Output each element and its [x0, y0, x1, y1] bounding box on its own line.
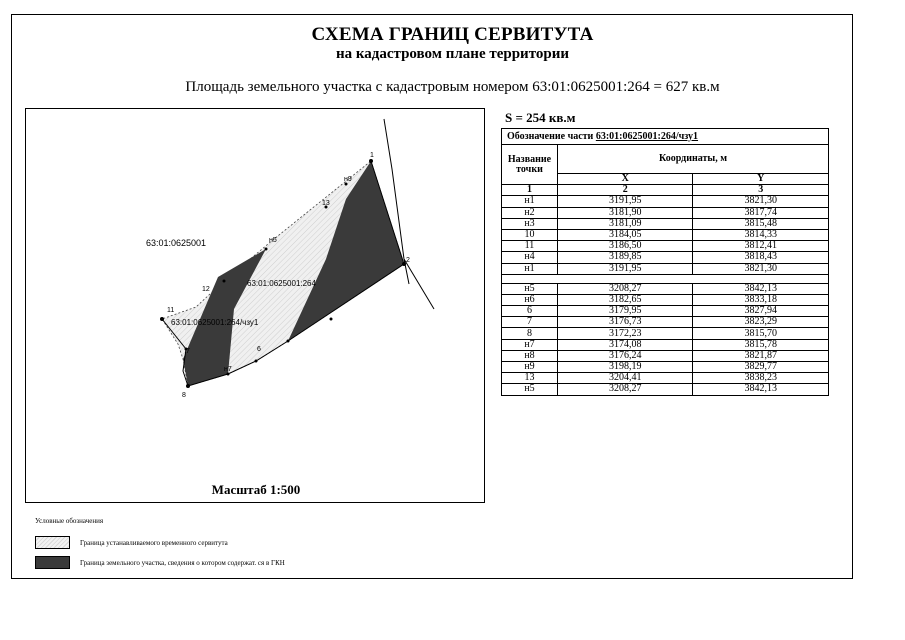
col-index: 3: [693, 185, 829, 196]
point-h9-label: н9: [344, 176, 352, 183]
table-row: [502, 384, 829, 395]
y-cell: 3814,33: [693, 229, 829, 240]
y-cell: 3821,30: [693, 263, 829, 274]
table-row: [502, 196, 829, 207]
point-name-cell: 6: [502, 306, 558, 317]
map-drawing: [26, 109, 485, 503]
point-name-cell: н2: [502, 207, 558, 218]
point-2-label: 2: [406, 257, 410, 264]
y-cell: 3842,13: [693, 283, 829, 294]
point-name-cell: н7: [502, 339, 558, 350]
table-group-2: [502, 283, 829, 395]
legend-text-servitude: Граница устанавливаемого временного сервитута: [80, 539, 228, 547]
y-cell: 3812,41: [693, 241, 829, 252]
col-index: 1: [502, 185, 558, 196]
point-name-cell: н4: [502, 252, 558, 263]
table-row: [502, 339, 829, 350]
x-cell: 3176,24: [558, 350, 693, 361]
y-cell: 3823,29: [693, 317, 829, 328]
y-cell: 3817,74: [693, 207, 829, 218]
x-cell: 3172,23: [558, 328, 693, 339]
x-cell: 3208,27: [558, 384, 693, 395]
page-title: СХЕМА ГРАНИЦ СЕРВИТУТА: [311, 24, 594, 45]
x-cell: 3198,19: [558, 362, 693, 373]
part-designation: Обозначение части 63:01:0625001:264/чзу1: [502, 129, 829, 145]
table-row: [502, 229, 829, 240]
legend-swatch-parcel: [35, 556, 70, 569]
table-row: [502, 294, 829, 305]
x-cell: 3181,09: [558, 218, 693, 229]
x-cell: 3191,95: [558, 263, 693, 274]
y-cell: 3815,78: [693, 339, 829, 350]
table-row: [502, 362, 829, 373]
x-cell: 3182,65: [558, 294, 693, 305]
table-row: [502, 218, 829, 229]
y-cell: 3829,77: [693, 362, 829, 373]
point-6-label: 6: [257, 346, 261, 353]
point-h5-label: н5: [269, 237, 277, 244]
scale-label: Масштаб 1:500: [211, 482, 301, 497]
legend-swatch-servitude: [35, 536, 70, 549]
table-spacer: [502, 274, 829, 283]
area-statement: Площадь земельного участка с кадастровым номером 63:01:0625001:264 = 627 кв.м: [185, 79, 720, 95]
point-7-label: 7: [186, 348, 190, 355]
table-row: [502, 283, 829, 294]
table-group-1: [502, 196, 829, 274]
quarter-label: 63:01:0625001: [146, 238, 207, 248]
col-x: X: [558, 174, 693, 185]
x-cell: 3179,95: [558, 306, 693, 317]
point-8-label: 8: [182, 392, 186, 399]
x-cell: 3181,90: [558, 207, 693, 218]
col-index: 2: [558, 185, 693, 196]
legend-text-parcel: Граница земельного участка, сведения о котором содержат. ся в ГКН: [80, 559, 285, 567]
part-label: 63:01:0625001:264/чзу1: [171, 318, 259, 327]
table-row: [502, 373, 829, 384]
x-cell: 3191,95: [558, 196, 693, 207]
y-cell: 3833,18: [693, 294, 829, 305]
col-point-name: Название точки: [502, 145, 558, 185]
point-name-cell: н6: [502, 294, 558, 305]
y-cell: 3842,13: [693, 384, 829, 395]
cadastral-map: [25, 108, 485, 503]
point-13-label: 13: [322, 200, 330, 207]
legend-title: Условные обозначения: [35, 517, 104, 525]
col-coordinates: Координаты, м: [558, 145, 829, 174]
table-row: [502, 317, 829, 328]
y-cell: 3827,94: [693, 306, 829, 317]
y-cell: 3815,48: [693, 218, 829, 229]
point-name-cell: н5: [502, 384, 558, 395]
y-cell: 3815,70: [693, 328, 829, 339]
table-row: [502, 252, 829, 263]
point-name-cell: н9: [502, 362, 558, 373]
table-row: [502, 306, 829, 317]
x-cell: 3189,85: [558, 252, 693, 263]
point-name-cell: 10: [502, 229, 558, 240]
x-cell: 3208,27: [558, 283, 693, 294]
table-row: [502, 263, 829, 274]
point-name-cell: н8: [502, 350, 558, 361]
y-cell: 3838,23: [693, 373, 829, 384]
table-row: [502, 241, 829, 252]
point-name-cell: 13: [502, 373, 558, 384]
x-cell: 3204,41: [558, 373, 693, 384]
point-name-cell: н1: [502, 263, 558, 274]
area-value: S = 254 кв.м: [505, 110, 576, 125]
point-11-label: 11: [167, 307, 175, 314]
table-row: [502, 350, 829, 361]
x-cell: 3174,08: [558, 339, 693, 350]
point-name-cell: н1: [502, 196, 558, 207]
y-cell: 3821,87: [693, 350, 829, 361]
parcel-label: 63:01:0625001:264: [247, 279, 316, 288]
point-h7-label: н7: [224, 366, 232, 373]
point-name-cell: 8: [502, 328, 558, 339]
x-cell: 3184,05: [558, 229, 693, 240]
point-name-cell: н5: [502, 283, 558, 294]
x-cell: 3176,73: [558, 317, 693, 328]
table-row: [502, 207, 829, 218]
page-subtitle: на кадастровом плане территории: [335, 46, 569, 62]
y-cell: 3818,43: [693, 252, 829, 263]
coordinates-table: [501, 128, 829, 396]
y-cell: 3821,30: [693, 196, 829, 207]
point-name-cell: н3: [502, 218, 558, 229]
col-y: Y: [693, 174, 829, 185]
point-12-label: 12: [202, 286, 210, 293]
table-row: [502, 328, 829, 339]
point-1-label: 1: [370, 152, 374, 159]
x-cell: 3186,50: [558, 241, 693, 252]
point-name-cell: 11: [502, 241, 558, 252]
point-name-cell: 7: [502, 317, 558, 328]
